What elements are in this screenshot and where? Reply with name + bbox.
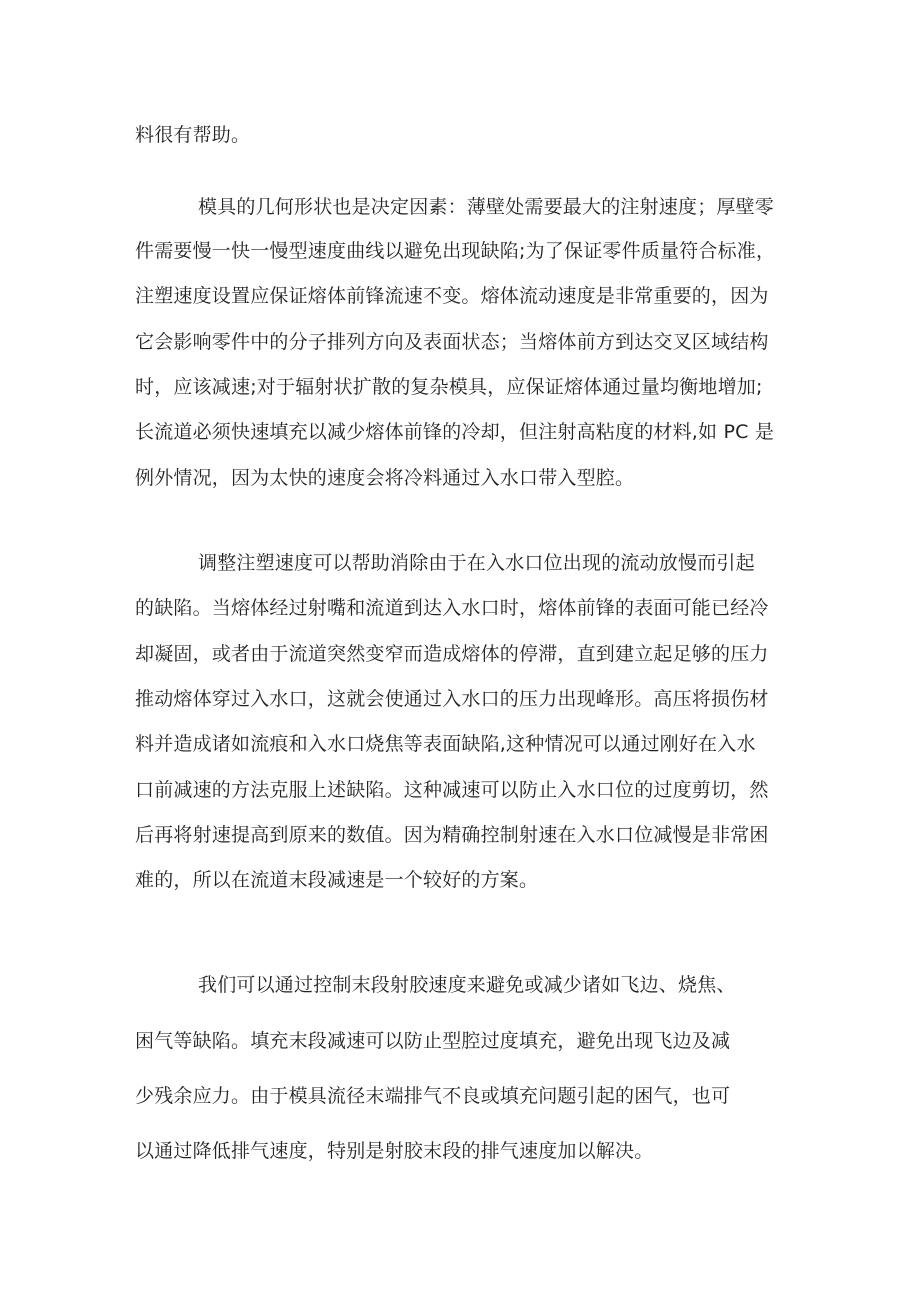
paragraph-1-line-1: 料很有帮助。 <box>135 124 251 146</box>
paragraph-4-line-3: 少残余应力。由于模具流径末端排气不良或填充问题引起的困气，也可 <box>135 1085 731 1107</box>
paragraph-3-line-4: 推动熔体穿过入水口，这就会使通过入水口的压力出现峰形。高压将损伤材 <box>135 688 769 710</box>
paragraph-2-line-3: 注塑速度设置应保证熔体前锋流速不变。熔体流动速度是非常重要的，因为 <box>135 285 769 307</box>
paragraph-3-line-8: 难的，所以在流道末段减速是一个较好的方案。 <box>135 869 539 891</box>
paragraph-4-line-1: 我们可以通过控制末段射胶速度来避免或减少诸如飞边、烧焦、 <box>198 974 736 996</box>
paragraph-2-line-2: 件需要慢一快一慢型速度曲线以避免出现缺陷;为了保证零件质量符合标准， <box>135 240 776 262</box>
paragraph-3-line-2: 的缺陷。当熔体经过射嘴和流道到达入水口时，熔体前锋的表面可能已经冷 <box>135 597 769 619</box>
paragraph-2-line-1: 模具的几何形状也是决定因素：薄壁处需要最大的注射速度；厚壁零 <box>198 196 775 218</box>
paragraph-3-line-7: 后再将射速提高到原来的数值。因为精确控制射速在入水口位减慢是非常困 <box>135 824 769 846</box>
paragraph-4-line-4: 以通过降低排气速度，特别是射胶末段的排气速度加以解决。 <box>135 1140 654 1162</box>
paragraph-4-line-2: 困气等缺陷。填充末段减速可以防止型腔过度填充，避免出现飞边及减 <box>135 1030 731 1052</box>
paragraph-2-line-4: 它会影响零件中的分子排列方向及表面状态；当熔体前方到达交叉区域结构 <box>135 331 769 353</box>
paragraph-2-line-5: 时，应该减速;对于辐射状扩散的复杂模具，应保证熔体通过量均衡地增加; <box>135 376 763 398</box>
paragraph-3-line-5: 料并造成诸如流痕和入水口烧焦等表面缺陷,这种情况可以通过刚好在入水 <box>135 733 756 755</box>
paragraph-3-line-1: 调整注塑速度可以帮助消除由于在入水口位出现的流动放慢而引起 <box>198 552 755 574</box>
paragraph-3-line-3: 却凝固，或者由于流道突然变窄而造成熔体的停滞，直到建立起足够的压力 <box>135 643 769 665</box>
paragraph-3-line-6: 口前减速的方法克服上述缺陷。这种减速可以防止入水口位的过度剪切，然 <box>135 779 769 801</box>
paragraph-2-line-7: 例外情况，因为太快的速度会将冷料通过入水口带入型腔。 <box>135 467 635 489</box>
paragraph-2-line-6: 长流道必须快速填充以减少熔体前锋的冷却，但注射高粘度的材料,如 PC 是 <box>135 421 775 443</box>
